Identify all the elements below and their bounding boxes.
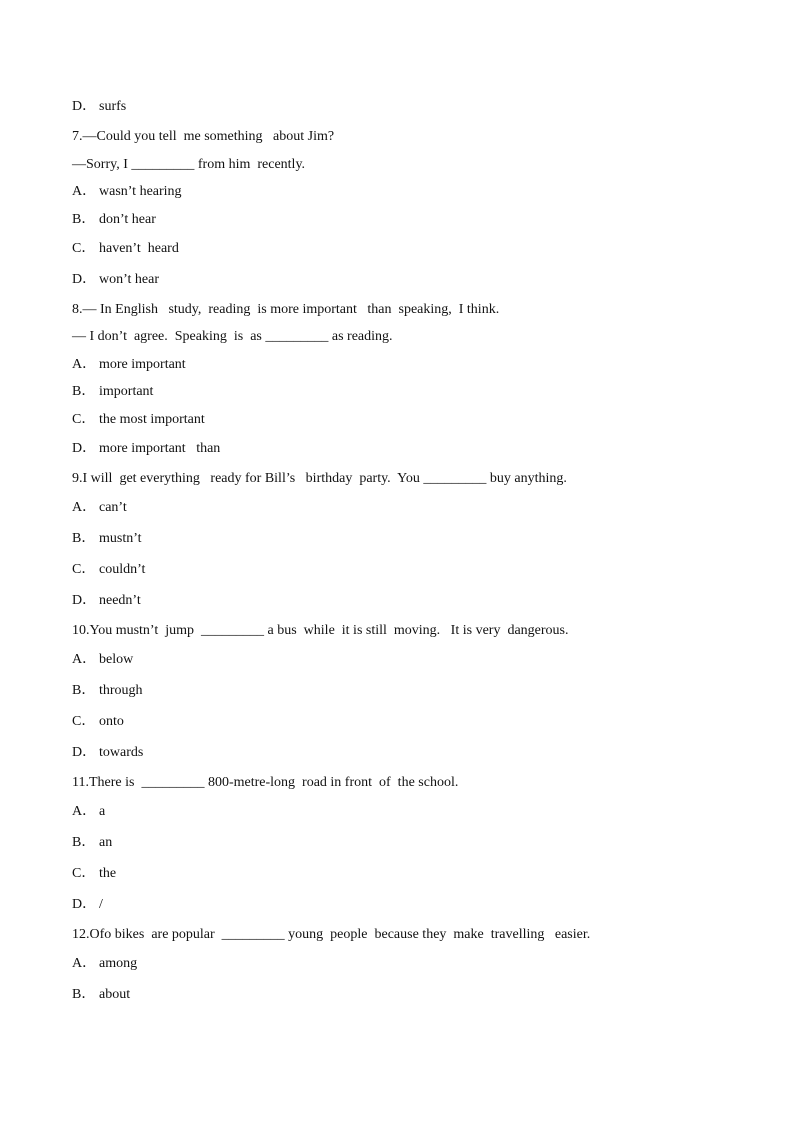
option-text: important — [99, 384, 154, 399]
answer-option — [72, 441, 220, 457]
option-text: mustn’t — [99, 531, 142, 546]
answer-option — [72, 714, 124, 730]
option-letter: B． — [72, 531, 96, 546]
option-letter: B． — [72, 212, 96, 227]
option-letter: A． — [72, 652, 97, 667]
question-text: —Sorry, I _________ from him recently. — [72, 157, 306, 172]
question-text: 7.—Could you tell me something about Jim? — [72, 129, 335, 144]
option-text: more important than — [99, 441, 221, 456]
option-text: haven’t heard — [99, 241, 179, 256]
question-text: 12.Ofo bikes are popular _________ young people because they make travelling easier. — [72, 927, 591, 942]
answer-option — [72, 897, 103, 913]
option-letter: A． — [72, 956, 97, 971]
option-text: needn’t — [99, 593, 141, 608]
option-letter: B． — [72, 835, 96, 850]
option-text: the most important — [99, 412, 205, 427]
option-text: wasn’t hearing — [99, 184, 182, 199]
option-letter: A． — [72, 804, 97, 819]
answer-option — [72, 652, 133, 668]
answer-option — [72, 272, 159, 288]
answer-option — [72, 804, 105, 820]
option-text: towards — [99, 745, 144, 760]
answer-option — [72, 531, 142, 547]
question-text: 11.There is _________ 800-metre-long road in front of the school. — [72, 775, 459, 790]
option-letter: A． — [72, 357, 97, 372]
option-text: among — [99, 956, 138, 971]
answer-option — [72, 835, 112, 851]
question-text: — I don’t agree. Speaking is as _________ as reading. — [72, 329, 393, 344]
option-letter: A． — [72, 184, 97, 199]
option-text: don’t hear — [99, 212, 156, 227]
answer-option — [72, 745, 143, 761]
option-letter: D． — [72, 99, 97, 114]
option-text: an — [99, 835, 113, 850]
option-text: couldn’t — [99, 562, 146, 577]
option-letter: C． — [72, 562, 96, 577]
answer-option — [72, 357, 186, 373]
option-letter: D． — [72, 897, 97, 912]
question-text: 9.I will get everything ready for Bill’s birthday party. You _________ buy anything. — [72, 471, 567, 486]
answer-option — [72, 384, 153, 400]
option-letter: C． — [72, 866, 96, 881]
answer-option — [72, 866, 116, 882]
option-letter: A． — [72, 500, 97, 515]
option-text: won’t hear — [99, 272, 159, 287]
option-letter: B． — [72, 683, 96, 698]
option-text: below — [99, 652, 134, 667]
answer-option — [72, 99, 126, 115]
answer-option — [72, 412, 205, 428]
option-letter: D． — [72, 441, 97, 456]
answer-option — [72, 956, 137, 972]
answer-option — [72, 184, 182, 200]
option-text: through — [99, 683, 143, 698]
answer-option — [72, 593, 141, 609]
option-text: about — [99, 987, 131, 1002]
option-letter: C． — [72, 412, 96, 427]
option-letter: C． — [72, 241, 96, 256]
option-letter: D． — [72, 745, 97, 760]
option-text: / — [99, 897, 103, 912]
option-text: the — [99, 866, 117, 881]
option-text: surfs — [99, 99, 127, 114]
answer-option — [72, 987, 130, 1003]
option-text: can’t — [99, 500, 127, 515]
answer-option — [72, 241, 179, 257]
option-letter: C． — [72, 714, 96, 729]
question-text: 10.You mustn’t jump _________ a bus while it is still moving. It is very dangerous. — [72, 623, 569, 638]
answer-option — [72, 562, 145, 578]
question-text: 8.— In English study, reading is more important than speaking, I think. — [72, 302, 500, 317]
option-text: more important — [99, 357, 186, 372]
option-letter: B． — [72, 384, 96, 399]
option-text: a — [99, 804, 106, 819]
answer-option — [72, 500, 127, 516]
answer-option — [72, 212, 156, 228]
answer-option — [72, 683, 143, 699]
option-letter: B． — [72, 987, 96, 1002]
option-letter: D． — [72, 593, 97, 608]
option-letter: D． — [72, 272, 97, 287]
option-text: onto — [99, 714, 124, 729]
